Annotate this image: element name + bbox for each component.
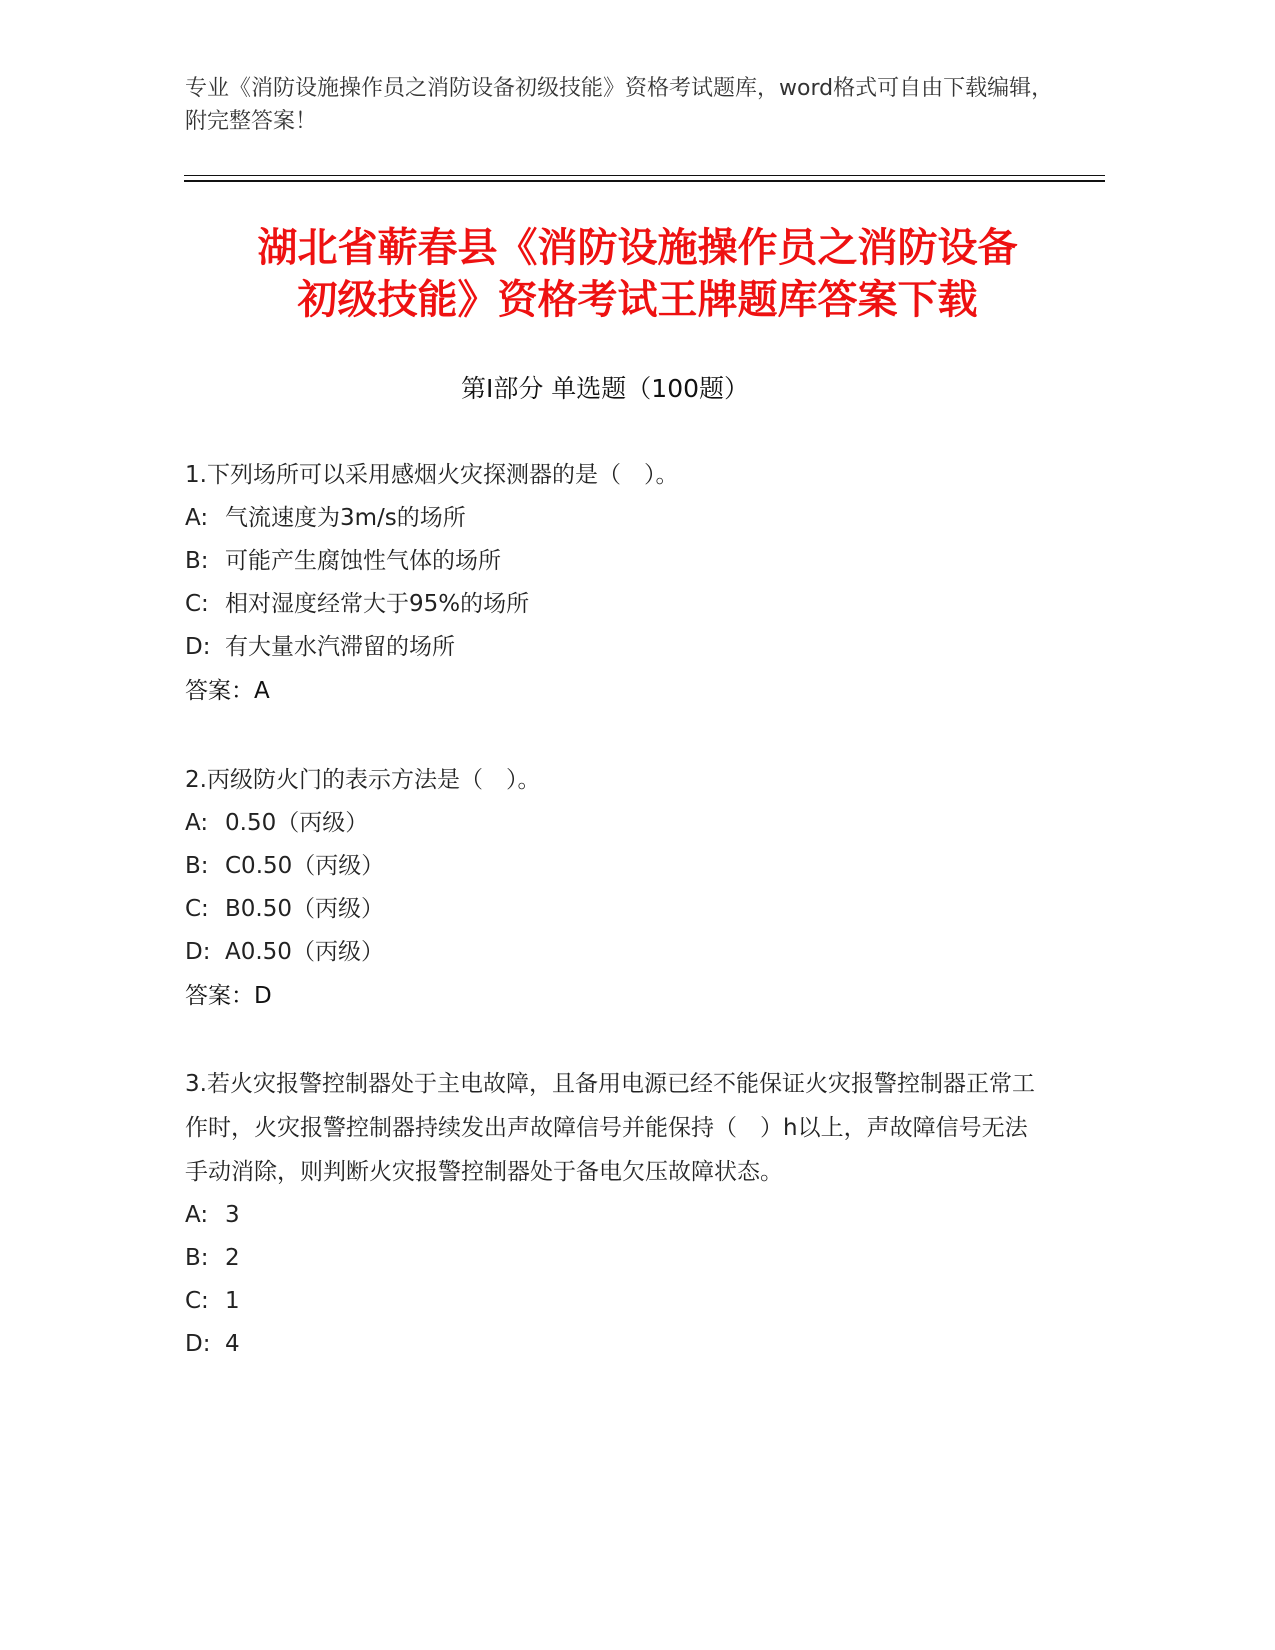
- answer: 答案：D: [185, 983, 272, 1009]
- option-label: B:: [185, 548, 209, 574]
- header-divider-thin: [184, 175, 1105, 176]
- option-label: B:: [185, 1245, 209, 1271]
- option-text: B0.50（丙级）: [225, 896, 384, 922]
- option-d: [185, 1323, 1045, 1366]
- option-text: A0.50（丙级）: [225, 939, 384, 965]
- option-c: [185, 583, 1045, 626]
- option-a: [185, 497, 1045, 540]
- answer: 答案：A: [185, 678, 270, 704]
- option-text: 4: [225, 1331, 240, 1357]
- option-b: [185, 1237, 1045, 1280]
- option-text: 气流速度为3m/s的场所: [225, 505, 466, 531]
- document-title-line-1: 湖北省蕲春县《消防设施操作员之消防设备: [257, 225, 1018, 271]
- option-label: C:: [185, 591, 209, 617]
- question-stem: 2.丙级防火门的表示方法是（ ）。: [185, 767, 541, 793]
- option-text: 2: [225, 1245, 240, 1271]
- option-b: [185, 540, 1045, 583]
- document-title-line-2: 初级技能》资格考试王牌题库答案下载: [297, 277, 978, 323]
- option-label: C:: [185, 896, 209, 922]
- option-c: [185, 888, 1045, 931]
- option-text: 有大量水汽滞留的场所: [225, 634, 455, 660]
- option-a: [185, 1194, 1045, 1237]
- question-stem: 3.若火灾报警控制器处于主电故障，且备用电源已经不能保证火灾报警控制器正常工作时，火灾报警控制器持续发出声故障信号并能保持（ ）h以上，声故障信号无法手动消除，则判断火灾报警控制器处于备电欠压故障状态。: [185, 1071, 1035, 1185]
- option-d: [185, 931, 1045, 974]
- document-title: [130, 222, 1145, 326]
- option-text: 3: [225, 1202, 240, 1228]
- option-text: C0.50（丙级）: [225, 853, 385, 879]
- question-3: [185, 1062, 1045, 1366]
- option-label: B:: [185, 853, 209, 879]
- option-label: A:: [185, 810, 209, 836]
- option-text: 0.50（丙级）: [225, 810, 369, 836]
- question-1: [185, 453, 1045, 713]
- option-label: C:: [185, 1288, 209, 1314]
- option-label: D:: [185, 939, 211, 965]
- section-title: 第Ⅰ部分 单选题（100题）: [460, 374, 750, 403]
- option-d: [185, 626, 1045, 669]
- option-text: 1: [225, 1288, 240, 1314]
- option-text: 可能产生腐蚀性气体的场所: [225, 548, 501, 574]
- option-b: [185, 845, 1045, 888]
- header-divider-thick: [184, 180, 1105, 182]
- option-text: 相对湿度经常大于95%的场所: [225, 591, 530, 617]
- option-label: D:: [185, 1331, 211, 1357]
- option-c: [185, 1280, 1045, 1323]
- header-note: 专业《消防设施操作员之消防设备初级技能》资格考试题库，word格式可自由下载编辑，附完整答案！: [185, 76, 1054, 134]
- question-2: [185, 758, 1045, 1018]
- option-label: A:: [185, 1202, 209, 1228]
- option-label: D:: [185, 634, 211, 660]
- question-stem: 1.下列场所可以采用感烟火灾探测器的是（ ）。: [185, 462, 679, 488]
- option-label: A:: [185, 505, 209, 531]
- option-a: [185, 802, 1045, 845]
